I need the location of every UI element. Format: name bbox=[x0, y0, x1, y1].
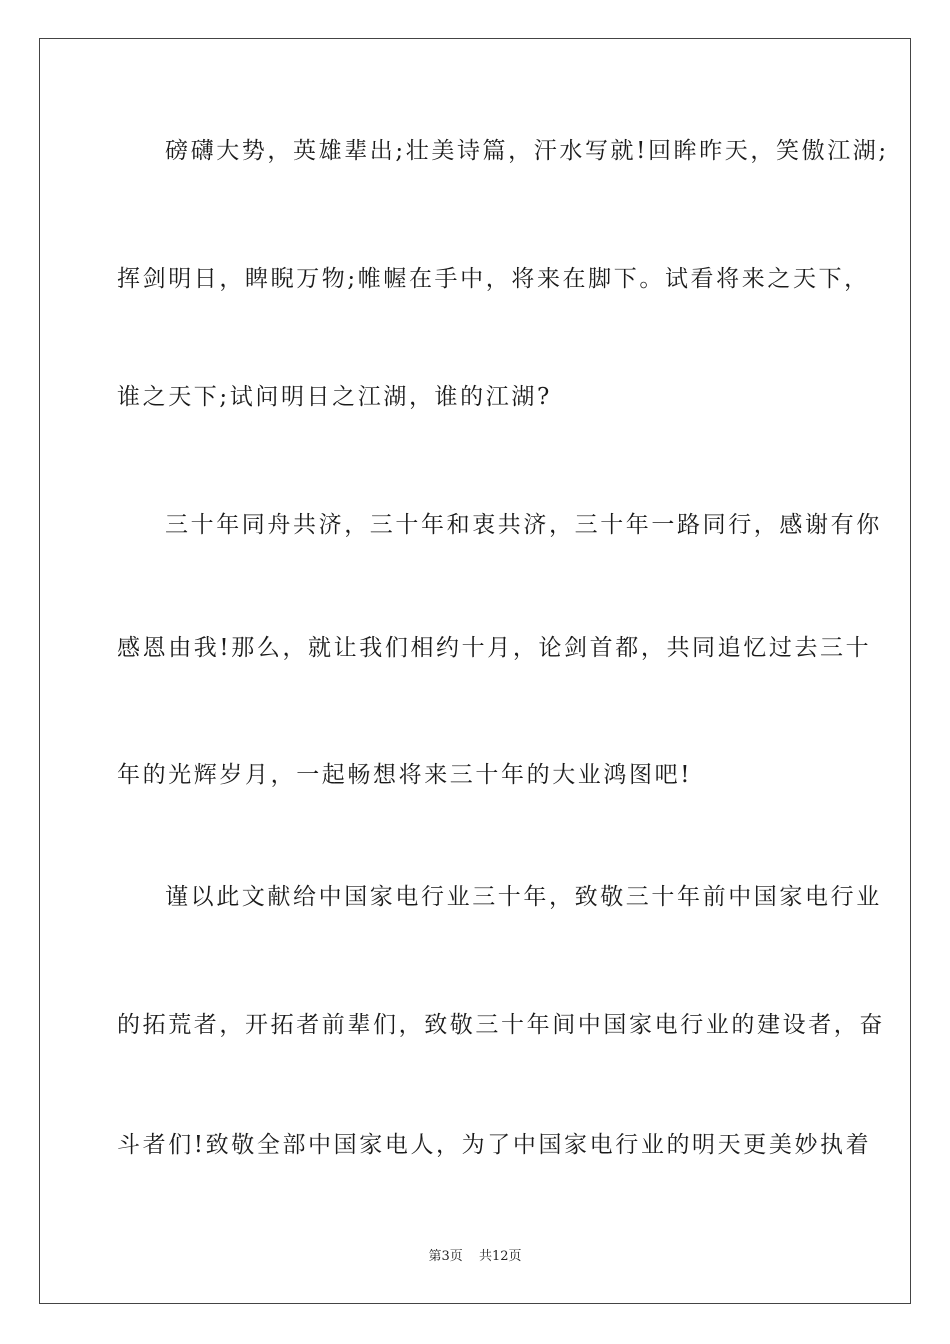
paragraph-3-line-2: 的拓荒者，开拓者前辈们，致敬三十年间中国家电行业的建设者，奋 bbox=[117, 1012, 885, 1038]
paragraph-2-line-2: 感恩由我!那么，就让我们相约十月，论剑首都，共同追忆过去三十 bbox=[117, 635, 872, 661]
paragraph-2-line-3: 年的光辉岁月，一起畅想将来三十年的大业鸿图吧! bbox=[117, 762, 693, 788]
paragraph-1-line-2: 挥剑明日，睥睨万物;帷幄在手中，将来在脚下。试看将来之天下， bbox=[117, 266, 870, 292]
page-number: 第3页 bbox=[428, 1249, 463, 1264]
page-footer bbox=[0, 1245, 950, 1264]
paragraph-2-line-1: 三十年同舟共济，三十年和衷共济，三十年一路同行，感谢有你 bbox=[165, 512, 882, 538]
paragraph-3-line-3: 斗者们!致敬全部中国家电人，为了中国家电行业的明天更美妙执着 bbox=[117, 1132, 872, 1158]
paragraph-3-line-1: 谨以此文献给中国家电行业三十年，致敬三十年前中国家电行业 bbox=[165, 884, 882, 910]
page-border bbox=[39, 38, 911, 1304]
paragraph-1-line-3: 谁之天下;试问明日之江湖，谁的江湖? bbox=[117, 384, 552, 410]
page-total: 共12页 bbox=[478, 1249, 522, 1264]
paragraph-1-line-1: 磅礴大势，英雄辈出;壮美诗篇，汗水写就!回眸昨天，笑傲江湖; bbox=[165, 138, 889, 164]
